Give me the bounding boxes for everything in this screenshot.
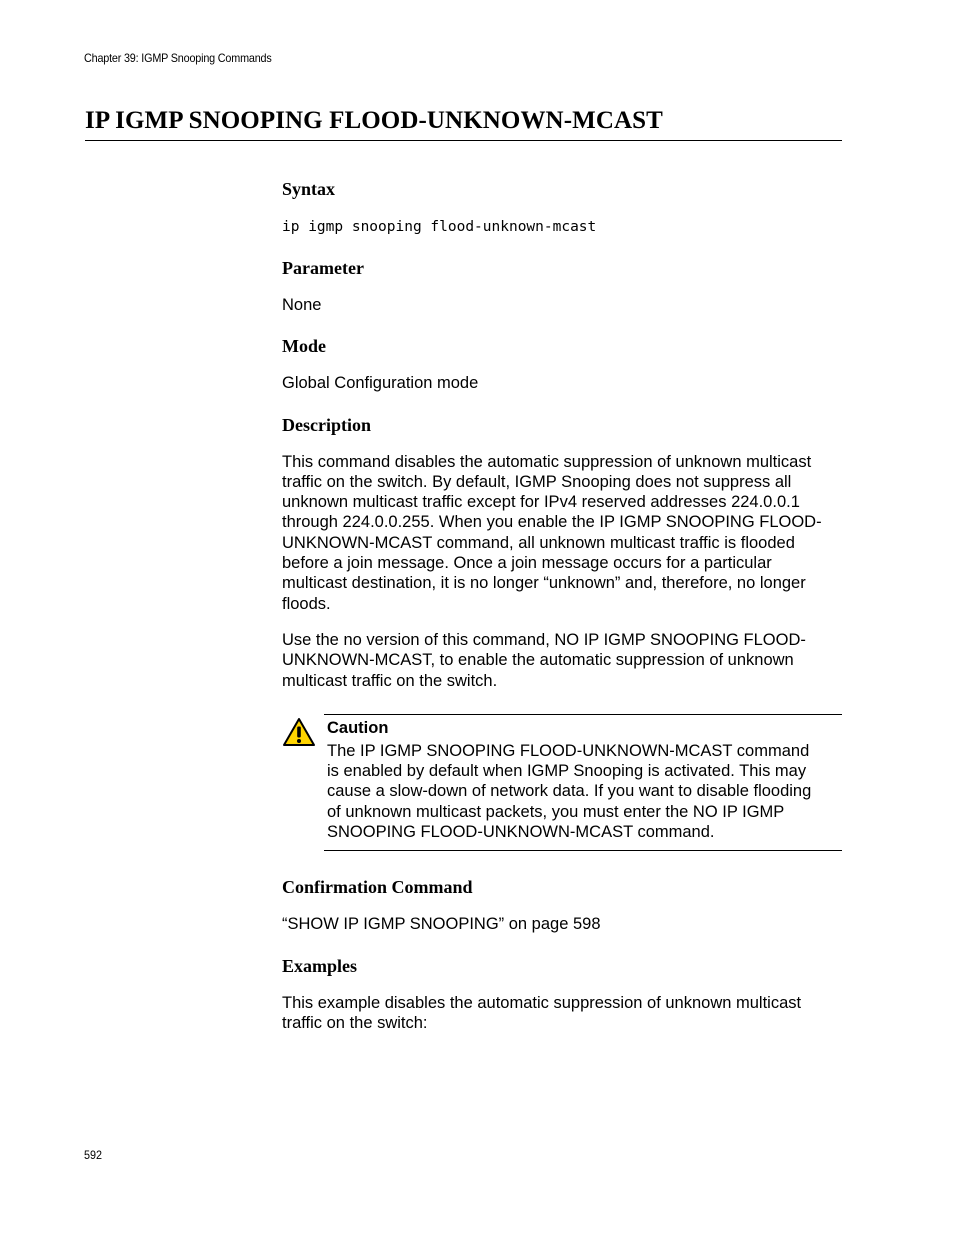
- text-line: traffic on the switch:: [282, 1013, 428, 1032]
- caution-title: Caution: [327, 718, 389, 737]
- text-line: Use the no version of this command, NO IP IGMP SNOOPING FLOOD-: [282, 630, 806, 649]
- caution-text: [327, 741, 842, 842]
- description-paragraph-2: [282, 630, 842, 691]
- text-line: traffic on the switch. By default, IGMP Snooping does not suppress all: [282, 472, 792, 491]
- text-line: This example disables the automatic suppression of unknown multicast: [282, 993, 802, 1012]
- examples-text: [282, 993, 842, 1034]
- text-line: floods.: [282, 594, 331, 613]
- text-line: UNKNOWN-MCAST command, all unknown multicast traffic is flooded: [282, 533, 795, 552]
- description-paragraph-1: [282, 452, 842, 614]
- syntax-heading: Syntax: [282, 179, 336, 199]
- syntax-command: ip igmp snooping flood-unknown-mcast: [282, 219, 597, 235]
- page-number: 592: [84, 1148, 103, 1162]
- page-title: IP IGMP SNOOPING FLOOD-UNKNOWN-MCAST: [85, 106, 842, 141]
- description-heading: Description: [282, 414, 371, 435]
- mode-heading: Mode: [282, 336, 326, 357]
- text-line: This command disables the automatic suppression of unknown multicast: [282, 452, 812, 471]
- caution-box: [324, 714, 842, 851]
- warning-triangle-icon: [282, 717, 316, 747]
- examples-heading: Examples: [282, 955, 358, 976]
- mode-text: Global Configuration mode: [282, 374, 479, 393]
- text-line: of unknown multicast packets, you must enter the NO IP IGMP: [327, 802, 785, 821]
- text-line: unknown multicast traffic except for IPv4 reserved addresses 224.0.0.1: [282, 493, 800, 512]
- text-line: multicast traffic on the switch.: [282, 671, 498, 690]
- parameter-text: None: [282, 296, 322, 314]
- text-line: before a join message. Once a join message occurs for a particular: [282, 554, 772, 573]
- content-column: [282, 178, 842, 1033]
- text-line: The IP IGMP SNOOPING FLOOD-UNKNOWN-MCAST command: [327, 741, 810, 760]
- text-line: cause a slow-down of network data. If you want to disable flooding: [327, 782, 812, 801]
- parameter-heading: Parameter: [282, 258, 364, 278]
- text-line: multicast destination, it is no longer “unknown” and, therefore, no longer: [282, 574, 806, 593]
- text-line: is enabled by default when IGMP Snooping is activated. This may: [327, 762, 807, 781]
- text-line: through 224.0.0.255. When you enable the IP IGMP SNOOPING FLOOD-: [282, 513, 822, 532]
- running-header: Chapter 39: IGMP Snooping Commands: [84, 51, 272, 65]
- text-line: UNKNOWN-MCAST, to enable the automatic suppression of unknown: [282, 651, 794, 670]
- confirmation-heading: Confirmation Command: [282, 877, 473, 898]
- text-line: SNOOPING FLOOD-UNKNOWN-MCAST command.: [327, 823, 715, 842]
- confirmation-link[interactable]: “SHOW IP IGMP SNOOPING” on page 598: [282, 915, 601, 934]
